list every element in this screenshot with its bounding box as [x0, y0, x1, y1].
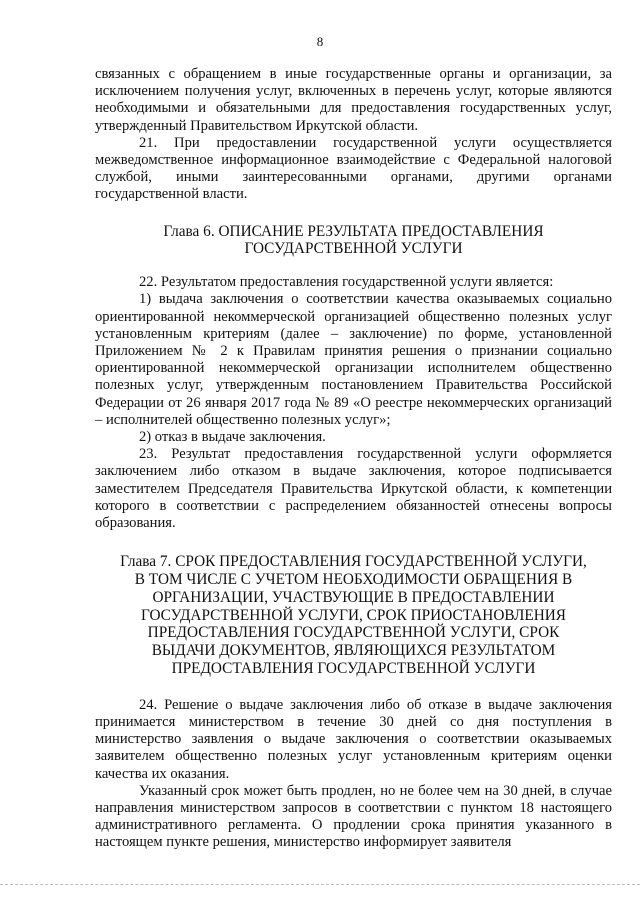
chapter-7-heading-line: ПРЕДОСТАВЛЕНИЯ ГОСУДАРСТВЕННОЙ УСЛУГИ: [171, 660, 536, 678]
paragraph-23: 23. Результат предоставления государственной услуги оформляется заключением либо отказом в выдаче заключения, которое подписывается заместителем Председателя Правительства Иркутской области, к компетенции которого в соответствии с распределением обязанностей отнесены вопросы образования.: [95, 446, 612, 532]
paragraph-continued: связанных с обращением в иные государственные органы и организации, за исключением получения услуг, включенных в перечень услуг, которые являются необходимыми и обязательными для предоставления государственных услуг, утвержденный Правительством Иркутской области.: [95, 66, 612, 134]
chapter-7-heading: [95, 553, 612, 678]
chapter-6-heading: [95, 223, 612, 259]
chapter-6-heading-line: Глава 6. ОПИСАНИЕ РЕЗУЛЬТАТА ПРЕДОСТАВЛЕНИЯ: [163, 222, 544, 240]
page-number: 8: [316, 34, 324, 49]
document-body: [95, 66, 612, 852]
paragraph-22: 22. Результатом предоставления государственной услуги является:: [139, 274, 554, 291]
paragraph-21: 21. При предоставлении государственной услуги осуществляется межведомственное информационное взаимодействие с Федеральной налоговой службой, иными заинтересованными органами, другими органами государственной власти.: [95, 134, 612, 203]
chapter-7-heading-line: ОРГАНИЗАЦИИ, УЧАСТВУЮЩИЕ В ПРЕДОСТАВЛЕНИИ: [152, 588, 555, 606]
chapter-7-heading-line: ВЫДАЧИ ДОКУМЕНТОВ, ЯВЛЯЮЩИХСЯ РЕЗУЛЬТАТОМ: [151, 642, 556, 660]
paragraph-22-item-2: 2) отказ в выдаче заключения.: [139, 429, 326, 446]
scan-edge-divider: [0, 884, 640, 886]
paragraph-24: 24. Решение о выдаче заключения либо об отказе в выдаче заключения принимается министерством в течение 30 дней со дня поступления в министерство заявления о выдаче заключения о соответствии оказываемых заявителем общественно полезных услуг установленным критериям оценки качества их оказания.: [95, 696, 612, 782]
chapter-7-heading-line: ГОСУДАРСТВЕННОЙ УСЛУГИ, СРОК ПРИОСТАНОВЛЕНИЯ: [140, 606, 567, 624]
chapter-7-heading-line: Глава 7. СРОК ПРЕДОСТАВЛЕНИЯ ГОСУДАРСТВЕННОЙ УСЛУГИ,: [120, 553, 587, 571]
paragraph-22-item-1: 1) выдача заключения о соответствии качества оказываемых социально ориентированной некоммерческой организацией общественно полезных услуг установленным критериям (далее – заключение) по форме, установленной Приложением № 2 к Правилам принятия решения о признании социально ориентированной некоммерческой организации исполнителем общественно полезных услуг, утвержденным постановлением Правительства Российской Федерации от 26 января 2017 года № 89 «О реестре некоммерческих организаций – исполнителей общественно полезных услуг»;: [95, 291, 612, 428]
chapter-7-heading-line: ПРЕДОСТАВЛЕНИЯ ГОСУДАРСТВЕННОЙ УСЛУГИ, СРОК: [147, 624, 560, 642]
chapter-6-heading-line: ГОСУДАРСТВЕННОЙ УСЛУГИ: [244, 240, 463, 258]
paragraph-24-continued: Указанный срок может быть продлен, но не более чем на 30 дней, в случае направления министерством запросов в соответствии с пунктом 18 настоящего административного регламента. О продлении срока принятия указанного в настоящем пункте решения, министерство информирует заявителя: [95, 782, 612, 851]
chapter-7-heading-line: В ТОМ ЧИСЛЕ С УЧЕТОМ НЕОБХОДИМОСТИ ОБРАЩЕНИЯ В: [134, 571, 573, 589]
